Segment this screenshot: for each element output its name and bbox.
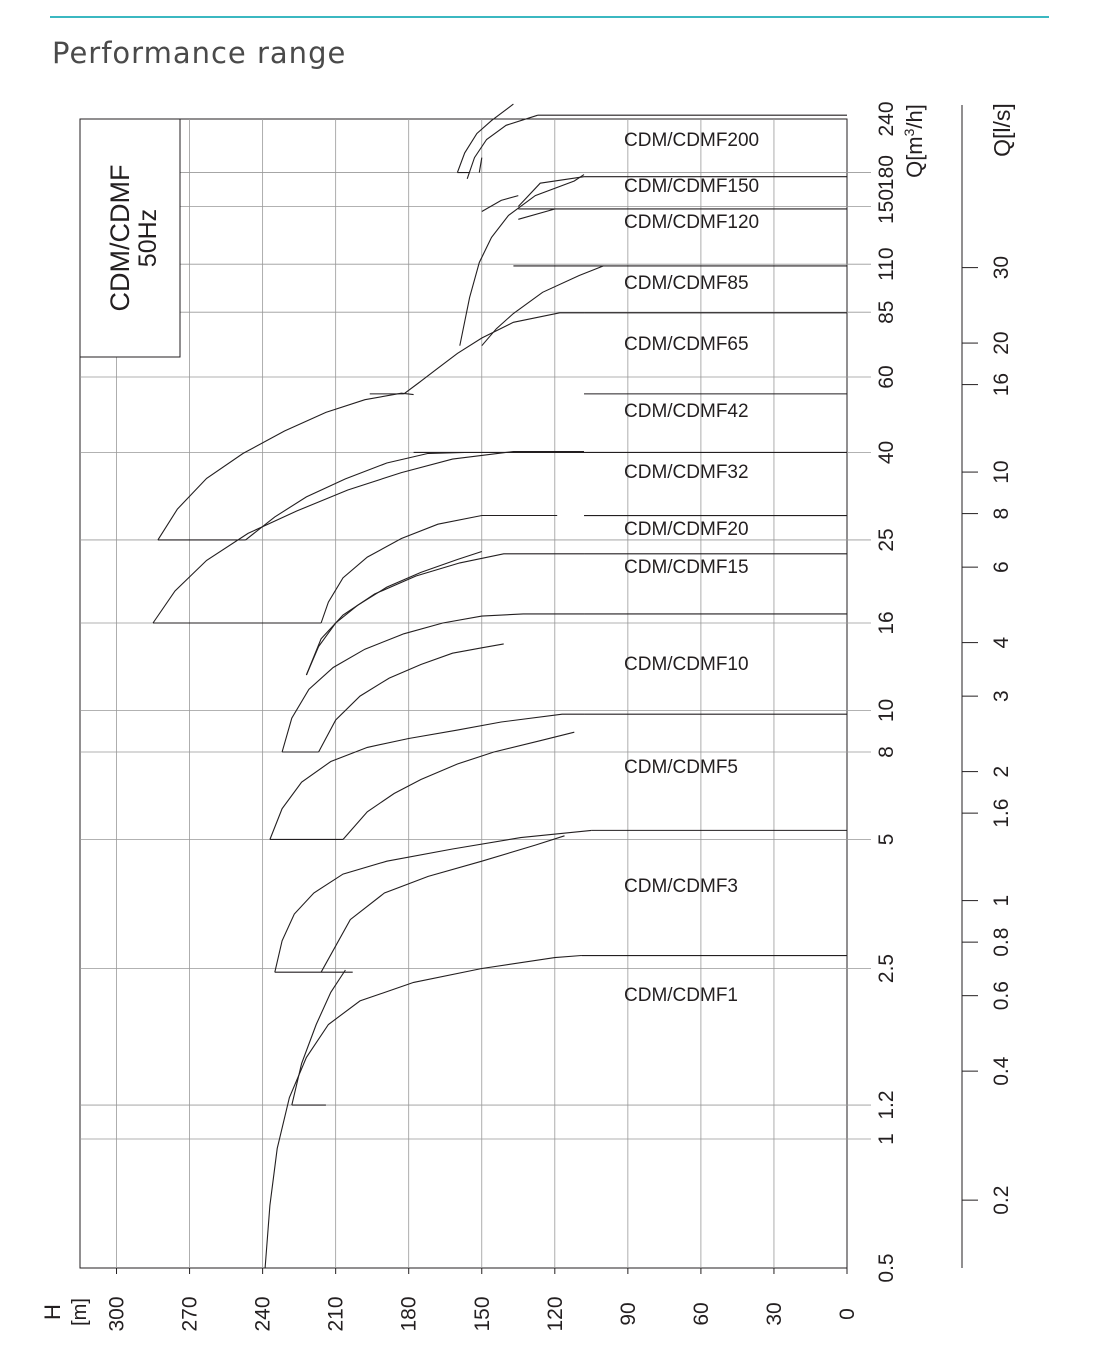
y-tick-label: 10 (875, 698, 898, 723)
ls-tick-label: 0.2 (990, 1185, 1013, 1215)
ls-tick-label: 8 (990, 507, 1013, 520)
ls-tick-label: 0.8 (990, 927, 1013, 957)
curve-cdm-cdmf32-outer (158, 393, 414, 540)
y-tick-label: 16 (875, 611, 898, 635)
x-tick-label: 60 (689, 1302, 713, 1326)
y-tick-label: 2.5 (875, 953, 898, 984)
ls-tick-label: 6 (990, 561, 1013, 573)
series-label: CDM/CDMF32 (624, 462, 749, 483)
ls-tick-label: 10 (990, 460, 1013, 484)
series-label: CDM/CDMF15 (624, 557, 749, 578)
ls-tick-label: 4 (990, 636, 1013, 649)
ls-tick-label: 30 (990, 255, 1013, 280)
box-subtitle: 50Hz (134, 208, 162, 268)
ls-axis-label: Q[l/s] (989, 103, 1015, 157)
curve-cdm-cdmf42-outer (404, 313, 584, 394)
ls-tick-label: 1 (990, 894, 1013, 907)
ls-tick-label: 1.6 (990, 798, 1013, 828)
series-label: CDM/CDMF200 (624, 130, 760, 151)
ls-tick-label: 0.6 (990, 981, 1013, 1011)
series-label: CDM/CDMF120 (624, 212, 760, 233)
x-tick-label: 90 (616, 1302, 640, 1326)
curve-cdm-cdmf1-outer (265, 956, 581, 1269)
x-tick-label: 150 (470, 1296, 494, 1332)
series-label: CDM/CDMF42 (624, 401, 749, 422)
y-tick-label: 5 (875, 833, 898, 846)
x-tick-label: 180 (397, 1296, 421, 1332)
ls-tick-label: 0.4 (990, 1056, 1013, 1086)
flow-axis-label: $Q[m^3/h]$ (901, 104, 927, 178)
x-tick-label: 0 (836, 1308, 859, 1320)
curve-cdm-cdmf3-outer (275, 830, 592, 972)
ls-tick-label: 20 (990, 331, 1013, 355)
series-label: CDM/CDMF3 (624, 876, 738, 897)
curve-cdm-cdmf3-inner (321, 836, 564, 972)
x-tick-label: 270 (178, 1296, 202, 1332)
ls-tick-label: 3 (990, 690, 1013, 702)
x-tick-label: 300 (105, 1296, 129, 1332)
curve-cdm-cdmf20-outer (153, 452, 584, 624)
y-tick-label: 25 (875, 528, 898, 552)
series-label: CDM/CDMF1 (624, 985, 738, 1006)
curve-cdm-cdmf32-inner (246, 453, 584, 540)
series-label: CDM/CDMF150 (624, 176, 760, 197)
page-title: Performance range (52, 36, 347, 70)
x-tick-label: 120 (543, 1296, 567, 1332)
y-tick-label: 240 (875, 101, 898, 137)
y-tick-label: 60 (875, 365, 898, 389)
series-label: CDM/CDMF20 (624, 519, 749, 540)
y-tick-label: 0.5 (875, 1253, 898, 1283)
y-tick-label: 85 (875, 300, 898, 324)
series-label: CDM/CDMF85 (624, 273, 749, 294)
box-title: CDM/CDMF (105, 164, 135, 312)
ls-tick-label: 2 (990, 765, 1013, 778)
y-tick-label: 8 (875, 746, 898, 758)
y-tick-label: 1 (875, 1133, 898, 1145)
x-tick-label: 210 (324, 1296, 348, 1332)
series-label: CDM/CDMF10 (624, 654, 749, 675)
curve-cdm-cdmf5-inner (343, 732, 574, 839)
curve-cdm-cdmf200-outer (467, 115, 538, 179)
curve-cdm-cdmf85-outer (457, 104, 513, 172)
ls-tick-label: 16 (990, 372, 1013, 397)
curve-cdm-cdmf15-inner (306, 552, 481, 676)
x-axis-label-h: H (40, 1304, 65, 1320)
curve-cdm-cdmf42-inner (482, 266, 604, 346)
series-label: CDM/CDMF65 (624, 334, 749, 355)
curve-cdm-cdmf1-inner (292, 970, 346, 1105)
y-tick-label: 150 (875, 188, 898, 224)
series-label: CDM/CDMF5 (624, 757, 738, 778)
y-tick-label: 1.2 (875, 1090, 898, 1120)
y-tick-label: 40 (875, 440, 898, 465)
curve-cdm-cdmf120-inner (518, 209, 555, 219)
y-tick-label: 180 (875, 155, 898, 191)
x-tick-label: 30 (762, 1302, 786, 1326)
y-tick-label: 110 (875, 247, 898, 281)
curve-cdm-cdmf120-outer (482, 196, 519, 212)
x-axis-label-unit: [m] (69, 1298, 91, 1326)
x-tick-label: 240 (251, 1296, 275, 1332)
